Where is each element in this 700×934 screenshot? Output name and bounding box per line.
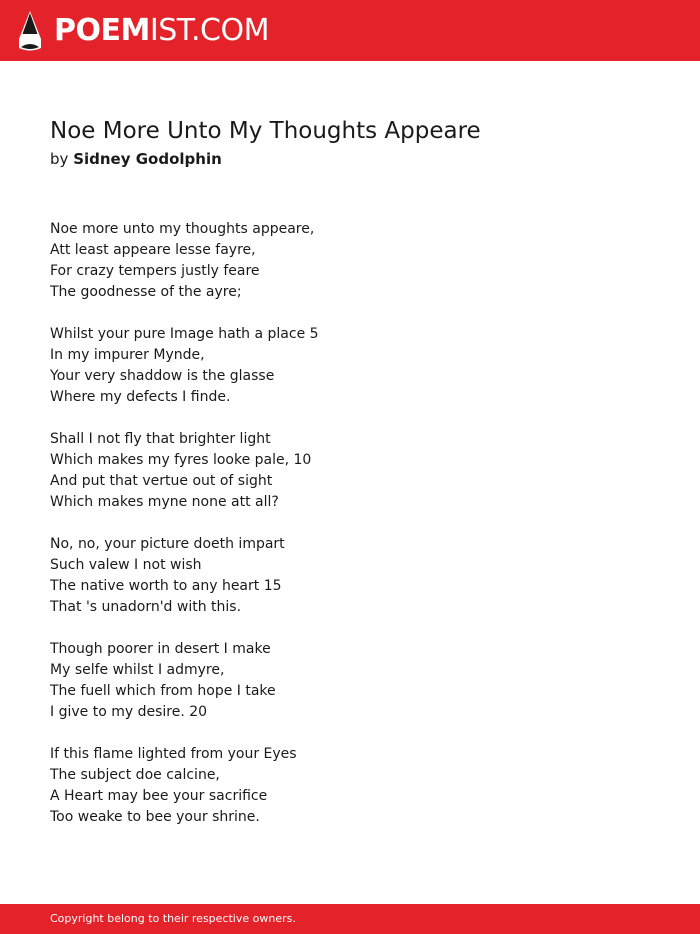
poem-title: Noe More Unto My Thoughts Appeare bbox=[50, 118, 481, 144]
stanza bbox=[50, 639, 650, 723]
byline-prefix: by bbox=[50, 150, 69, 168]
poem-line: Where my defects I finde. bbox=[50, 389, 231, 405]
logo-wordmark bbox=[54, 13, 269, 48]
poem-line: I give to my desire. 20 bbox=[50, 704, 208, 720]
poem-line: The subject doe calcine, bbox=[50, 767, 220, 783]
byline bbox=[50, 149, 222, 169]
poem-line: For crazy tempers justly feare bbox=[50, 263, 260, 279]
poem-line: Att least appeare lesse fayre, bbox=[50, 242, 256, 258]
poem-line: No, no, your picture doeth impart bbox=[50, 536, 285, 552]
poem-line: Too weake to bee your shrine. bbox=[50, 809, 260, 825]
poem-line: Though poorer in desert I make bbox=[50, 641, 271, 657]
site-header bbox=[0, 0, 700, 61]
logo-bold-text: POEM bbox=[54, 13, 150, 48]
poem-body bbox=[50, 219, 650, 849]
stanza bbox=[50, 534, 650, 618]
author-name[interactable]: Sidney Godolphin bbox=[73, 150, 222, 168]
poem-line: Your very shaddow is the glasse bbox=[50, 368, 275, 384]
poem-line: A Heart may bee your sacrifice bbox=[50, 788, 268, 804]
copyright-notice: Copyright belong to their respective owners. bbox=[50, 912, 296, 925]
stanza bbox=[50, 324, 650, 408]
poem-line: Which makes myne none att all? bbox=[50, 494, 279, 510]
pencil-tip-icon bbox=[18, 10, 42, 52]
poem-line: The fuell which from hope I take bbox=[50, 683, 276, 699]
stanza bbox=[50, 744, 650, 828]
poem-line: If this flame lighted from your Eyes bbox=[50, 746, 297, 762]
logo-light-text: IST.COM bbox=[149, 13, 269, 48]
poem-line: Such valew I not wish bbox=[50, 557, 202, 573]
stanza bbox=[50, 219, 650, 303]
site-footer bbox=[0, 904, 700, 934]
poem-line: That 's unadorn'd with this. bbox=[50, 599, 242, 615]
poem-line: The native worth to any heart 15 bbox=[50, 578, 282, 594]
poem-line: In my impurer Mynde, bbox=[50, 347, 205, 363]
site-logo[interactable] bbox=[18, 10, 269, 52]
poem-line: Noe more unto my thoughts appeare, bbox=[50, 221, 315, 237]
poem-line: Shall I not fly that brighter light bbox=[50, 431, 271, 447]
stanza bbox=[50, 429, 650, 513]
poem-line: My selfe whilst I admyre, bbox=[50, 662, 225, 678]
poem-line: And put that vertue out of sight bbox=[50, 473, 273, 489]
poem-line: Whilst your pure Image hath a place 5 bbox=[50, 326, 319, 342]
poem-line: Which makes my fyres looke pale, 10 bbox=[50, 452, 312, 468]
poem-line: The goodnesse of the ayre; bbox=[50, 284, 242, 300]
